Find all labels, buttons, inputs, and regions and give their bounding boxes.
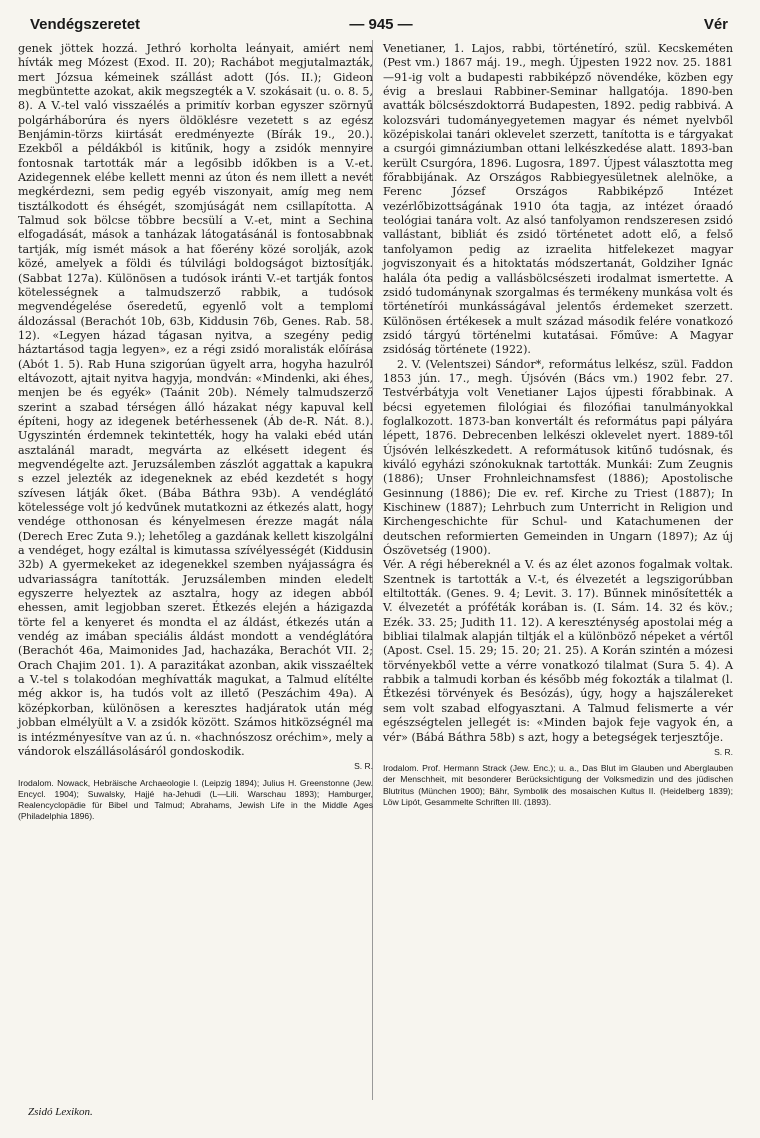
right-signature: S. R. [714, 746, 733, 757]
page-number: — 945 — [349, 16, 413, 33]
venetianer-sandor-entry: 2. V. (Velentszei) Sándor*, református lelkész, szül. Faddon 1853 jún. 17., megh. Újsóvén (Bács vm.) 1902 febr. 27. Testvérbátyja volt Venetianer Lajos újpesti főrabbinak. A bécsi egyetemen filológiai és filozófiai tanulmányokkal foglalkozott. 1873-ban konvertált és református papi pályára lépett, 1876. Debrecenben lelkészi oklevelet nyert. 1889-től Újsóvén lelkészkedett. A reformátusok kitűnő tudósnak, és kiváló egyházi szónokuknak tartották. Munkái: Zum Zeugnis (1886); Unser Frohnleichnamsfest (1886); Apostolische Gesinnung (1886); Die ev. ref. Kirche zu Triest (1887); In Kischinew (1887); Lehrbuch zum Unterricht in Religion und Kirchengeschichte für Schul- und Katachumenen der deutschen reformierten Gemeinden in Ungarn (1897); Az új Ószövetség (1900). [383, 357, 733, 558]
left-signature: S. R. [354, 761, 373, 772]
venetianer-lajos-entry: Venetianer, 1. Lajos, rabbi, történetíró, szül. Kecskeméten (Pest vm.) 1867 máj. 19., megh. Újpesten 1922 nov. 25. 1881—91-ig volt a budapesti rabbiképző növendéke, közben egy évig a breslaui Rabbiner-Seminar hallgatója. 1890-ben avatták bölcsészdoktorrá Budapesten, 1892. pedig rabbivá. A kolozsvári tudományegyetemen magyar és német nyelvből középiskolai tanári oklevelet szerzett, tanította is e tárgyakat a csurgói gimnáziumban ottani lelkészkedése alatt. 1893-ban került Csurgóra, 1896. Lugosra, 1897. Újpest választotta meg főrabbijának. Az Országos Rabbiegyesületnek alelnöke, a Ferenc József Országos Rabbiképző Intézet vezérlőbizottságának 1910 óta tagja, az intézet óraadó teológiai tanára volt. Az alsó tanfolyamon rendszeresen zsidó vallástant, bibliát és zsidó történetet adott elő, a felső tanfolyamon pedig az izraelita hitfelekezet magyar jogviszonyait és a hitoktatás módszertanát, Goldziher Ignác halála óta pedig a vallásbölcsészeti irodalmat ismertette. A zsidó tudománynak szorgalmas és termékeny munkása volt és történetírói munkásságával jelentős érdemeket szerzett. Különösen értékesek a mult század második felére vonatkozó zsidó tárgyú történelmi kutatásai. Főműve: A Magyar zsidóság története (1922). [383, 42, 733, 357]
page-footer: Zsidó Lexikon. [28, 1106, 93, 1118]
left-literature: Irodalom. Nowack, Hebräische Archaeologie I. (Leipzig 1894); Julius H. Greenstonne (Jew. Encycl. 1904); Suwalsky, Hajjé ha-Jehudi (L—Lili. Warschau 1893); Hamburger, Realencyclopädie für Bibel und Talmud; Abrahams, Jewish Life in the Middle Ages (Philadelphia 1896). [18, 777, 373, 822]
header-right-keyword: Vér [703, 16, 728, 33]
vendegszeretet-entry-text: genek jöttek hozzá. Jethró korholta leányait, amiért nem hívták meg Mózest (Exod. II. 20); Rachábot megjutalmazták, mert Józsua kémeinek szállást adott (Jós. II.); Gideon megbüntette azokat, akik megszegték a V. szokásait (u. o. 8. 5, 8). A V.-tel való visszaélés a primitív korban egyszer szörnyű polgárháborúra és nyers öldöklésre vezetett s az egész Benjámin-törzs kiirtását eredményezte (Bírák 19., 20.). Ezekből a példákból is kitűnik, hogy a zsidók mennyire fontosnak tartották már a legősibb időkben is a V.-et. Azidegennek elébe kellett menni az úton és nem illett a nevét megkérdezni, sem pedig egyéb viszonyait, amíg meg nem tisztálkodott és éhségét, szomjúságát nem csillapította. A Talmud sok bölcse többre becsülí a V.-et, mint a Sechina elfogadását, mások a tanházak látogatásánál is fontosabbnak tartják, míg ismét mások a hat főerény közé sorolják, azok közé, amelyek a földi és túlvilági boldogságot biztosítják. (Sabbat 127a). Különösen a tudósok iránti V.-et tartják fontos kötelességnek a talmudszerző rabbik, a tudósok megvendégelése őseredetű, egyenlő volt a templomi áldozással (Berachót 10b, 63b, Kiddusin 76b, Genes. Rab. 58. 12). «Legyen házad tágasan nyitva, a szegény pedig háztartásod tagja legyen», ez a régi zsidó moralisták előírása (Abót 1. 5). Rab Huna szigorúan ügyelt arra, hogyha hazulról eltávozott, ajtait nyitva hagyja, mondván: «Mindenki, aki éhes, menjen be és egyék» (Taánit 20b). Némely talmudszerző szerint a szabad térségen álló házakat négy kapuval kell építeni, hogy az idegenek betérhessenek (Áb de-R. Nát. 8.). Ugyszintén érdemnek tekintették, hogy ha valaki ebéd után asztalánál maradt, megvárta az elkésett idegent és megvendégelte azt. Jeruzsálemben zászlót aggattak a kapukra s ezzel jelezték az idegeneknek az ebéd kezdetét s hogy szívesen látják őket. (Bába Báthra 93b). A vendéglátó kötelessége volt jó kedvűnek mutatkozni az étkezés alatt, hogy vendége otthonosan és kényelmesen érezze magát nála (Derech Erec Zuta 9.); lehetőleg a gazdának kellett kiszolgálni a vendéget, hogy ezáltal is kimutassa szívélyességét (Kiddusin 32b) A gyermekeket az idegenekkel szemben nyájasságra és udvariasságra tanították. Jeruzsálemben minden eledelt egyszerre helyeztek az asztalra, hogy az idegen abból ehessen, amit legjobban szeret. Étkezés elején a házigazda törte fel a kenyeret és mondta el az áldást, étkezés után a vendég az imában speciális áldást mondott a vendéglátóra (Berachót 46a, Maimonides Jad, hachazáka, Berachót VII. 2; Orach Chajim 201. 1). A parazitákat azonban, akik visszaéltek a V.-tel s tolakodóan meghívatták magukat, a Talmud elítélte még akkor is, ha tudós volt az illető (Peszáchim 49a). A középkorban, különösen a keresztes hadjáratok után még jobban elmélyült a V. a zsidók között. Számos hitközségnél ma is intézményesítve van az ú. n. «hachnószosz oréchim», mely a vándorok elszállásolásáról gondoskodik. [18, 42, 373, 758]
right-column [383, 42, 733, 831]
header-left-keyword: Vendégszeretet [30, 16, 141, 33]
columns [18, 42, 744, 831]
ver-entry: Vér. A régi hébereknél a V. és az élet azonos fogalmak voltak. Szentnek is tartották a V.-t, és élvezetét a legszigorúbban eltiltották. (Genes. 9. 4; Levit. 3. 17). Bűnnek minősítették a V. élvezetét a próféták korában is. (I. Sám. 14. 32 és köv.; Ezék. 33. 25; Judith 11. 12). A kereszténység apostolai még a bibliai tilalmak alapján tiltják el a különböző népeket a vértől (Apost. Csel. 15. 29; 15. 20; 21. 25). A Korán szintén a mózesi törvényekből vette a vérre vonatkozó tilalmat (Sura 5. 4). A rabbik a talmudi korban és később még fokozták a tilalmat (l. Étkezési törvények és Besózás), úgy, hogy a hajszálereket sem volt szabad elfogyasztani. A Talmud felismerte a vér egészségtelen jellegét is: «Minden bajok feje vagyok én, a vér» (Bábá Báthra 58b) s azt, hogy a betegségek terjesztője. [383, 558, 733, 744]
right-literature: Irodalom. Prof. Hermann Strack (Jew. Enc.); u. a., Das Blut im Glauben und Aberglauben der Menschheit, mit besonderer Berücksichtigung der Volksmedizin und des jüdischen Blutritus (München 1900); Bähr, Symbolik des mosaischen Kultus II. (Heidelberg 1839); Löw Lipót, Gesammelte Schriften III. (1893). [383, 763, 733, 808]
page-header [18, 14, 744, 36]
left-column [18, 42, 373, 831]
